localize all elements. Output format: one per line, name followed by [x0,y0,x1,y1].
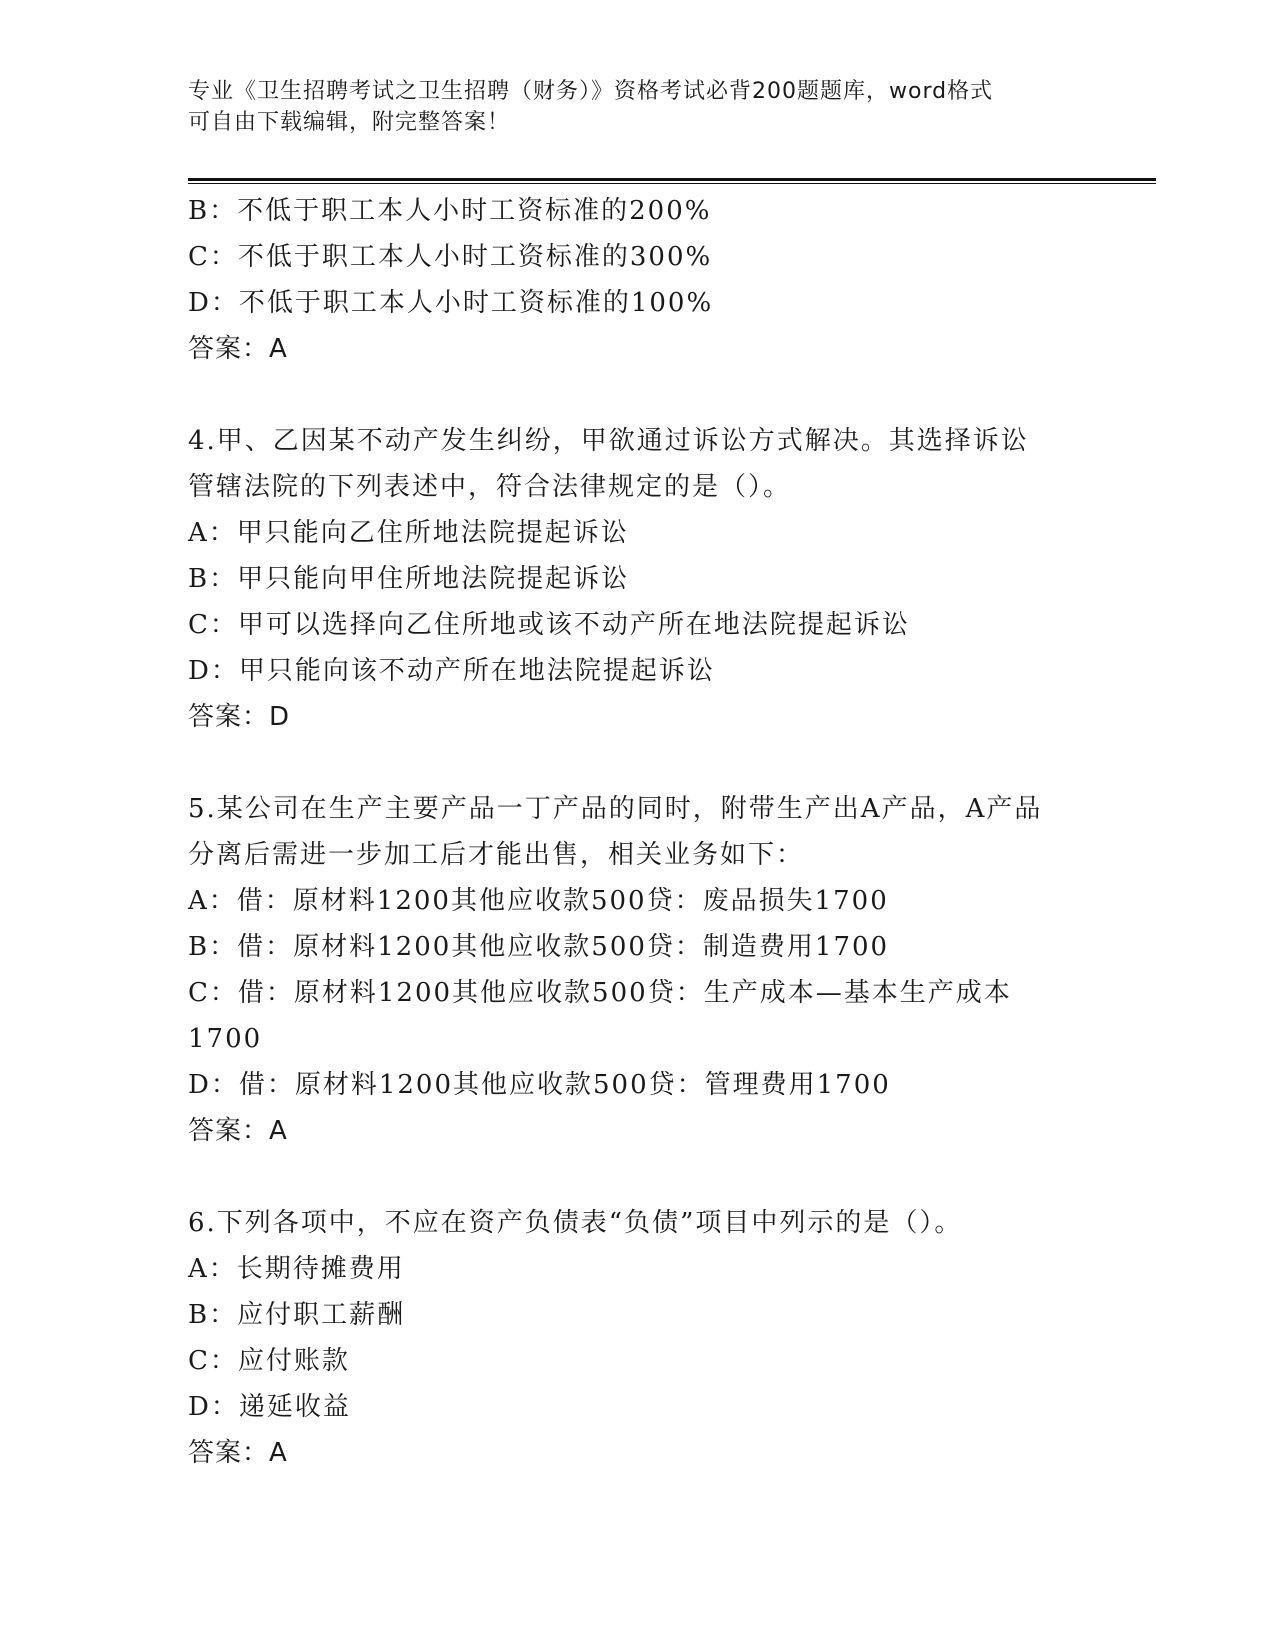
header-line-1: 专业《卫生招聘考试之卫生招聘（财务）》资格考试必背200题题库，word格式 [188,79,994,104]
option-d: D：不低于职工本人小时工资标准的100% [188,288,714,318]
option-c-continued: 1700 [188,1024,263,1054]
option-a: A：长期待摊费用 [188,1254,405,1284]
header-rule-thin [188,183,1156,184]
option-d: D：借：原材料1200其他应收款500贷：管理费用1700 [188,1070,891,1100]
option-a: A：甲只能向乙住所地法院提起诉讼 [188,518,629,548]
question-5 [188,786,1108,1154]
question-stem: 5.某公司在生产主要产品一丁产品的同时，附带生产出A产品，A产品 [188,794,1043,824]
option-d: D：递延收益 [188,1392,351,1422]
option-d: D：甲只能向该不动产所在地法院提起诉讼 [188,656,715,686]
option-c: C：不低于职工本人小时工资标准的300% [188,242,713,272]
question-3-tail [188,188,1108,372]
option-b: B：不低于职工本人小时工资标准的200% [188,196,712,226]
option-c: C：甲可以选择向乙住所地或该不动产所在地法院提起诉讼 [188,610,910,640]
question-stem: 分离后需进一步加工后才能出售，相关业务如下： [188,840,805,870]
answer: 答案：A [188,1116,288,1146]
question-stem: 6.下列各项中，不应在资产负债表“负债”项目中列示的是（）。 [188,1208,963,1238]
option-c: C：借：原材料1200其他应收款500贷：生产成本—基本生产成本 [188,978,1012,1008]
option-b: B：借：原材料1200其他应收款500贷：制造费用1700 [188,932,890,962]
question-stem: 4.甲、乙因某不动产发生纠纷，甲欲通过诉讼方式解决。其选择诉讼 [188,426,1029,456]
question-list [188,188,1108,1476]
answer: 答案：A [188,334,288,364]
question-4 [188,418,1108,740]
answer: 答案：A [188,1438,288,1468]
option-c: C：应付账款 [188,1346,350,1376]
document-header [188,76,1088,138]
header-line-2: 可自由下载编辑，附完整答案！ [188,110,511,135]
option-a: A：借：原材料1200其他应收款500贷：废品损失1700 [188,886,889,916]
answer: 答案：D [188,702,291,732]
question-stem: 管辖法院的下列表述中，符合法律规定的是（）。 [188,472,792,502]
header-rule-thick [188,178,1156,181]
question-6 [188,1200,1108,1476]
option-b: B：甲只能向甲住所地法院提起诉讼 [188,564,630,594]
option-b: B：应付职工薪酬 [188,1300,406,1330]
